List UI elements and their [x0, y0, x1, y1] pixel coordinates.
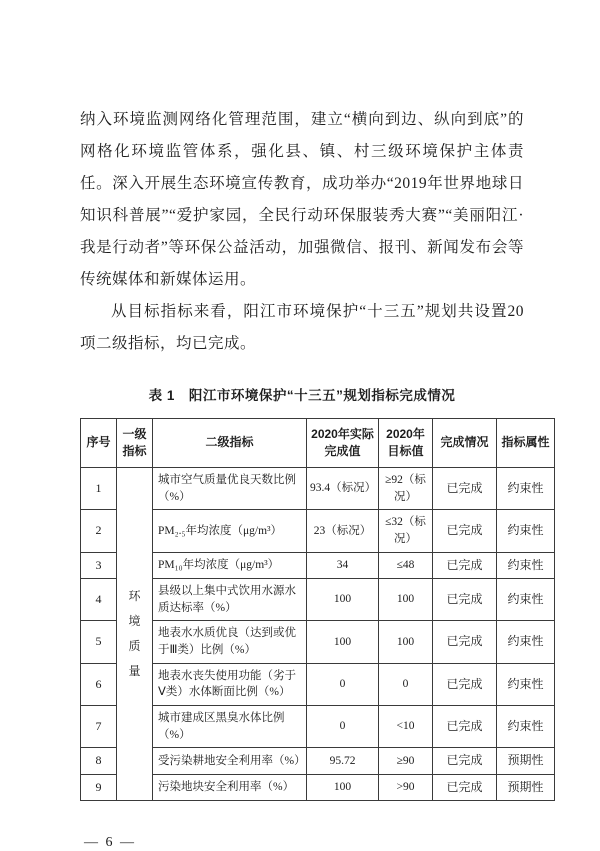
- indicators-table: [80, 418, 555, 801]
- table-row: [81, 621, 555, 663]
- cell-seq: 6: [81, 663, 117, 705]
- cell-status: 已完成: [433, 706, 497, 748]
- cell-target: 100: [379, 621, 433, 663]
- cell-seq: 5: [81, 621, 117, 663]
- cell-actual: 100: [307, 579, 379, 621]
- cell-indicator: 受污染耕地安全利用率（%）: [153, 748, 307, 774]
- cell-target: ≥90: [379, 748, 433, 774]
- col-header-level1: 一级指标: [117, 419, 153, 468]
- col-header-seq: 序号: [81, 419, 117, 468]
- cell-attribute: 约束性: [497, 579, 555, 621]
- cell-target: ≤48: [379, 552, 433, 578]
- cell-seq: 2: [81, 510, 117, 552]
- cell-status: 已完成: [433, 774, 497, 800]
- table-row: [81, 579, 555, 621]
- cell-status: 已完成: [433, 468, 497, 510]
- table-row: [81, 663, 555, 705]
- cell-seq: 7: [81, 706, 117, 748]
- table-row: [81, 468, 555, 510]
- cell-target: ≤32（标况）: [379, 510, 433, 552]
- cell-indicator: 县级以上集中式饮用水源水质达标率（%）: [153, 579, 307, 621]
- table-header-row: [81, 419, 555, 468]
- cell-status: 已完成: [433, 621, 497, 663]
- col-header-level2: 二级指标: [153, 419, 307, 468]
- body-paragraph-2: 从目标指标来看，阳江市环境保护“十三五”规划共设置20项二级指标，均已完成。: [80, 303, 524, 352]
- cell-seq: 4: [81, 579, 117, 621]
- col-header-status: 完成情况: [433, 419, 497, 468]
- cell-attribute: 约束性: [497, 663, 555, 705]
- cell-indicator: 地表水水质优良（达到或优于Ⅲ类）比例（%）: [153, 621, 307, 663]
- cell-level1-group: [117, 468, 153, 801]
- cell-status: 已完成: [433, 579, 497, 621]
- cell-attribute: 约束性: [497, 552, 555, 578]
- cell-actual: 100: [307, 621, 379, 663]
- cell-actual: 95.72: [307, 748, 379, 774]
- cell-target: ≥92（标况）: [379, 468, 433, 510]
- cell-actual: 23（标况）: [307, 510, 379, 552]
- table-row: [81, 510, 555, 552]
- cell-indicator: PM₂.₅年均浓度（μg/m³）: [153, 510, 307, 552]
- cell-actual: 93.4（标况）: [307, 468, 379, 510]
- cell-attribute: 约束性: [497, 468, 555, 510]
- cell-indicator: 城市建成区黑臭水体比例（%）: [153, 706, 307, 748]
- cell-indicator: 污染地块安全利用率（%）: [153, 774, 307, 800]
- cell-attribute: 约束性: [497, 621, 555, 663]
- cell-attribute: 预期性: [497, 774, 555, 800]
- cell-status: 已完成: [433, 510, 497, 552]
- cell-status: 已完成: [433, 663, 497, 705]
- cell-target: >90: [379, 774, 433, 800]
- cell-seq: 1: [81, 468, 117, 510]
- cell-target: 100: [379, 579, 433, 621]
- table-title: 表 1 阳江市环境保护“十三五”规划指标完成情况: [148, 388, 456, 403]
- table-row: [81, 552, 555, 578]
- cell-attribute: 预期性: [497, 748, 555, 774]
- cell-actual: 100: [307, 774, 379, 800]
- level1-group-text: 环境质量: [128, 588, 141, 679]
- cell-target: 0: [379, 663, 433, 705]
- page-number: — 6 —: [84, 835, 136, 851]
- cell-target: <10: [379, 706, 433, 748]
- cell-seq: 8: [81, 748, 117, 774]
- cell-attribute: 约束性: [497, 706, 555, 748]
- col-header-attribute: 指标属性: [497, 419, 555, 468]
- table-row: [81, 748, 555, 774]
- cell-seq: 3: [81, 552, 117, 578]
- cell-seq: 9: [81, 774, 117, 800]
- cell-actual: 34: [307, 552, 379, 578]
- col-header-target: 2020年目标值: [379, 419, 433, 468]
- cell-attribute: 约束性: [497, 510, 555, 552]
- table-row: [81, 706, 555, 748]
- cell-indicator: PM₁₀年均浓度（μg/m³）: [153, 552, 307, 578]
- col-header-actual: 2020年实际完成值: [307, 419, 379, 468]
- cell-status: 已完成: [433, 748, 497, 774]
- cell-actual: 0: [307, 706, 379, 748]
- cell-indicator: 城市空气质量优良天数比例（%）: [153, 468, 307, 510]
- cell-indicator: 地表水丧失使用功能（劣于Ⅴ类）水体断面比例（%）: [153, 663, 307, 705]
- table-row: [81, 774, 555, 800]
- cell-status: 已完成: [433, 552, 497, 578]
- body-paragraph-1: 纳入环境监测网络化管理范围，建立“横向到边、纵向到底”的网格化环境监管体系，强化县、镇、村三级环境保护主体责任。深入开展生态环境宣传教育，成功举办“2019年世界地球日知识科普展”“爱护家园，全民行动环保服装秀大赛”“美丽阳江·我是行动者”等环保公益活动，加强微信、报刊、新闻发布会等传统媒体和新媒体运用。: [80, 111, 524, 288]
- cell-actual: 0: [307, 663, 379, 705]
